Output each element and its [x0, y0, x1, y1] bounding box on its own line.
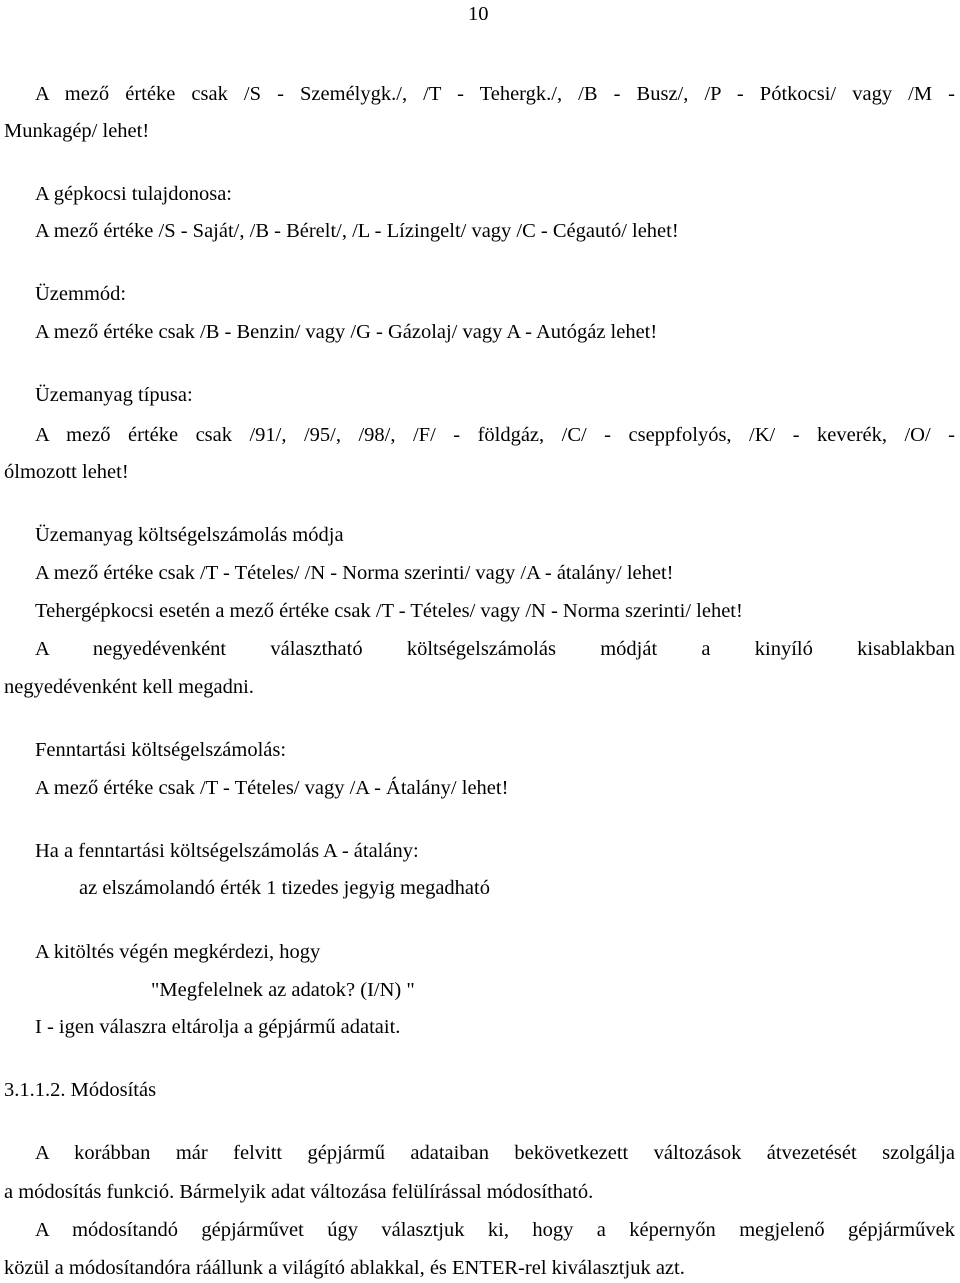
page-number: 10 — [468, 3, 489, 25]
owner-text: A mező értéke /S - Saját/, /B - Bérelt/, /L - Lízingelt/ vagy /C - Cégautó/ lehet! — [35, 220, 679, 242]
fuel-cost-line-2: Tehergépkocsi esetén a mező értéke csak /T - Tételes/ vagy /N - Norma szerinti/ lehet! — [35, 600, 743, 622]
mode-text: A mező értéke csak /B - Benzin/ vagy /G - Gázolaj/ vagy A - Autógáz lehet! — [35, 321, 658, 343]
owner-heading: A gépkocsi tulajdonosa: — [35, 183, 233, 205]
mode-heading: Üzemmód: — [35, 283, 127, 305]
fuel-cost-heading: Üzemanyag költségelszámolás módja — [35, 524, 344, 546]
confirm-line-3: I - igen válaszra eltárolja a gépjármű adatait. — [35, 1016, 401, 1038]
flat-rate-line-2: az elszámolandó érték 1 tizedes jegyig megadható — [79, 877, 490, 899]
maintenance-heading: Fenntartási költségelszámolás: — [35, 739, 287, 761]
fuel-cost-line-4: negyedévenként kell megadni. — [4, 676, 254, 698]
confirm-line-2: "Megfelelnek az adatok? (I/N) " — [151, 979, 415, 1001]
flat-rate-line-1: Ha a fenntartási költségelszámolás A - átalány: — [35, 840, 419, 862]
section-p2-line-2: közül a módosítandóra ráállunk a világító ablakkal, és ENTER-rel kiválasztjuk azt. — [4, 1257, 685, 1279]
fuel-type-line-1: A mező értéke csak /91/, /95/, /98/, /F/ - földgáz, /C/ - cseppfolyós, /K/ - keverék, /O/ - — [35, 424, 955, 446]
vehicle-type-line-2: Munkagép/ lehet! — [4, 120, 150, 142]
fuel-cost-line-1: A mező értéke csak /T - Tételes/ /N - Norma szerinti/ vagy /A - átalány/ lehet! — [35, 562, 674, 584]
section-p1-line-2: a módosítás funkció. Bármelyik adat változása felülírással módosítható. — [4, 1181, 594, 1203]
fuel-type-line-2: ólmozott lehet! — [4, 461, 129, 483]
fuel-cost-line-3: A negyedévenként választható költségelszámolás módját a kinyíló kisablakban — [35, 638, 955, 660]
maintenance-text: A mező értéke csak /T - Tételes/ vagy /A - Átalány/ lehet! — [35, 777, 509, 799]
fuel-type-heading: Üzemanyag típusa: — [35, 384, 193, 406]
section-p2-line-1: A módosítandó gépjárművet úgy választjuk ki, hogy a képernyőn megjelenő gépjárművek — [35, 1219, 955, 1241]
confirm-line-1: A kitöltés végén megkérdezi, hogy — [35, 941, 321, 963]
section-p1-line-1: A korábban már felvitt gépjármű adataiban bekövetkezett változások átvezetését szolgálja — [35, 1142, 955, 1164]
section-title: 3.1.1.2. Módosítás — [4, 1079, 157, 1101]
vehicle-type-line-1: A mező értéke csak /S - Személygk./, /T - Tehergk./, /B - Busz/, /P - Pótkocsi/ vagy /M - — [35, 83, 955, 105]
